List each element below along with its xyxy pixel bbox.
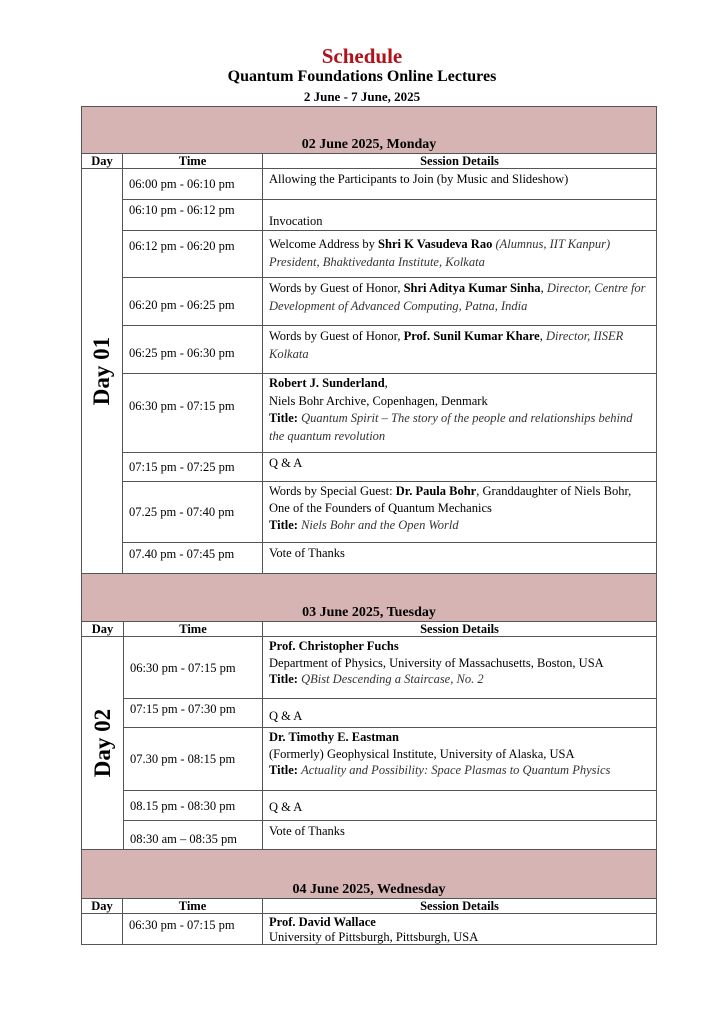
column-header-day: Day (81, 898, 123, 914)
day1-row9-details: Vote of Thanks (262, 542, 657, 574)
column-header-details: Session Details (262, 621, 657, 637)
column-header-day: Day (81, 153, 123, 169)
day2-row4-details: Q & A (262, 790, 657, 821)
day2-row5-details: Vote of Thanks (262, 820, 657, 850)
day3-banner (81, 849, 657, 899)
day2-row2-details: Q & A (262, 698, 657, 728)
day1-row4-post: , (540, 281, 547, 295)
day1-row6-affiliation: Niels Bohr Archive, Copenhagen, Denmark (269, 393, 488, 408)
day1-row4-details (262, 277, 657, 326)
day1-row8-name: Dr. Paula Bohr (395, 484, 477, 498)
day2-row1-details (262, 636, 657, 699)
day1-row6-title: Quantum Spirit – The story of the people and relationships behind the quantum revolution (269, 411, 633, 443)
day3-banner-label: 04 June 2025, Wednesday (292, 882, 446, 897)
day1-row6-title-label: Title: (269, 411, 298, 425)
column-header-time: Time (123, 621, 263, 637)
column-header-time: Time (122, 898, 263, 914)
day1-row5-italic: Director, IISER Kolkata (269, 329, 624, 361)
day1-row3-details (262, 230, 657, 278)
day1-row5-name: Prof. Sunil Kumar Khare (403, 329, 540, 343)
day1-row8-post: , Granddaughter of Niels Bohr, One of the Founders of Quantum Mechanics (269, 484, 632, 515)
day1-row6-post: , (384, 376, 388, 390)
day1-row9-time: 07.40 pm - 07:45 pm (122, 542, 263, 574)
day2-row3-title-label: Title: (269, 763, 298, 777)
day1-row8-pre: Words by Special Guest: (269, 484, 396, 498)
day1-row1-details: Allowing the Participants to Join (by Music and Slideshow) (262, 168, 657, 200)
day2-row4-time: 08.15 pm - 08:30 pm (123, 790, 263, 821)
day2-row2-time: 07:15 pm - 07:30 pm (123, 698, 263, 728)
day2-row1-time: 06:30 pm - 07:15 pm (123, 636, 263, 699)
day3-row1-time: 06:30 pm - 07:15 pm (122, 913, 263, 945)
day2-row3-affiliation: (Formerly) Geophysical Institute, University of Alaska, USA (269, 746, 575, 761)
day1-banner-label: 02 June 2025, Monday (301, 137, 437, 152)
day2-label: Day 02 (89, 708, 115, 778)
day1-row8-title-label: Title: (269, 518, 298, 532)
day2-banner-label: 03 June 2025, Tuesday (302, 605, 436, 620)
day1-row1-time: 06:00 pm - 06:10 pm (122, 168, 263, 200)
day1-label: Day 01 (89, 336, 114, 406)
day2-row1-name: Prof. Christopher Fuchs (269, 639, 399, 653)
column-header-details: Session Details (262, 898, 657, 914)
day1-row4-name: Shri Aditya Kumar Sinha (403, 281, 541, 295)
day3-label-cell (81, 913, 123, 945)
day1-row3-name: Shri K Vasudeva Rao (378, 237, 493, 251)
day1-row3-italic: (Alumnus, IIT Kanpur) President, Bhaktivedanta Institute, Kolkata (269, 237, 611, 269)
day2-row1-title: QBist Descending a Staircase, No. 2 (301, 672, 484, 686)
day1-row3-time: 06:12 pm - 06:20 pm (122, 230, 263, 278)
day3-row1-details (262, 913, 657, 945)
day2-label-cell (81, 636, 124, 850)
day1-row2-details: Invocation (262, 199, 657, 231)
day1-row4-time: 06:20 pm - 06:25 pm (122, 277, 263, 326)
day1-row6-time: 06:30 pm - 07:15 pm (122, 373, 263, 453)
page-title: Schedule (321, 44, 403, 68)
day2-row5-time: 08:30 am – 08:35 pm (123, 820, 263, 850)
day1-row4-italic: Director, Centre for Development of Advanced Computing, Patna, India (269, 281, 646, 313)
day1-row5-time: 06:25 pm - 06:30 pm (122, 325, 263, 374)
day1-row8-details (262, 481, 657, 543)
day3-row1-name: Prof. David Wallace (269, 915, 376, 929)
day1-row8-title: Niels Bohr and the Open World (301, 518, 459, 532)
day1-row6-details (262, 373, 657, 453)
day2-row3-title: Actuality and Possibility: Space Plasmas to Quantum Physics (301, 763, 611, 777)
day2-banner (81, 573, 657, 622)
day1-row2-time: 06:10 pm - 06:12 pm (122, 199, 263, 231)
day1-row4-pre: Words by Guest of Honor, (269, 281, 404, 295)
day1-row5-post: , (539, 329, 546, 343)
page-subtitle: Quantum Foundations Online Lectures (227, 68, 497, 85)
day1-row5-details (262, 325, 657, 374)
day3-row1-affiliation: University of Pittsburgh, Pittsburgh, USA (269, 930, 479, 944)
day2-row1-affiliation: Department of Physics, University of Massachusetts, Boston, USA (269, 655, 604, 670)
day1-row8-time: 07.25 pm - 07:40 pm (122, 481, 263, 543)
day1-row6-name: Robert J. Sunderland (269, 376, 385, 390)
day1-banner (81, 106, 657, 154)
day1-label-cell (81, 168, 123, 574)
day2-row1-title-label: Title: (269, 672, 298, 686)
column-header-day: Day (81, 621, 124, 637)
day2-row3-name: Dr. Timothy E. Eastman (269, 730, 400, 744)
page-dates: 2 June - 7 June, 2025 (303, 89, 421, 104)
day1-row3-pre: Welcome Address by (269, 237, 379, 251)
day1-row7-details: Q & A (262, 452, 657, 482)
day2-row3-time: 07.30 pm - 08:15 pm (123, 727, 263, 791)
day2-row3-details (262, 727, 657, 791)
day1-row7-time: 07:15 pm - 07:25 pm (122, 452, 263, 482)
day1-row5-pre: Words by Guest of Honor, (269, 329, 404, 343)
column-header-details: Session Details (262, 153, 657, 169)
column-header-time: Time (122, 153, 263, 169)
